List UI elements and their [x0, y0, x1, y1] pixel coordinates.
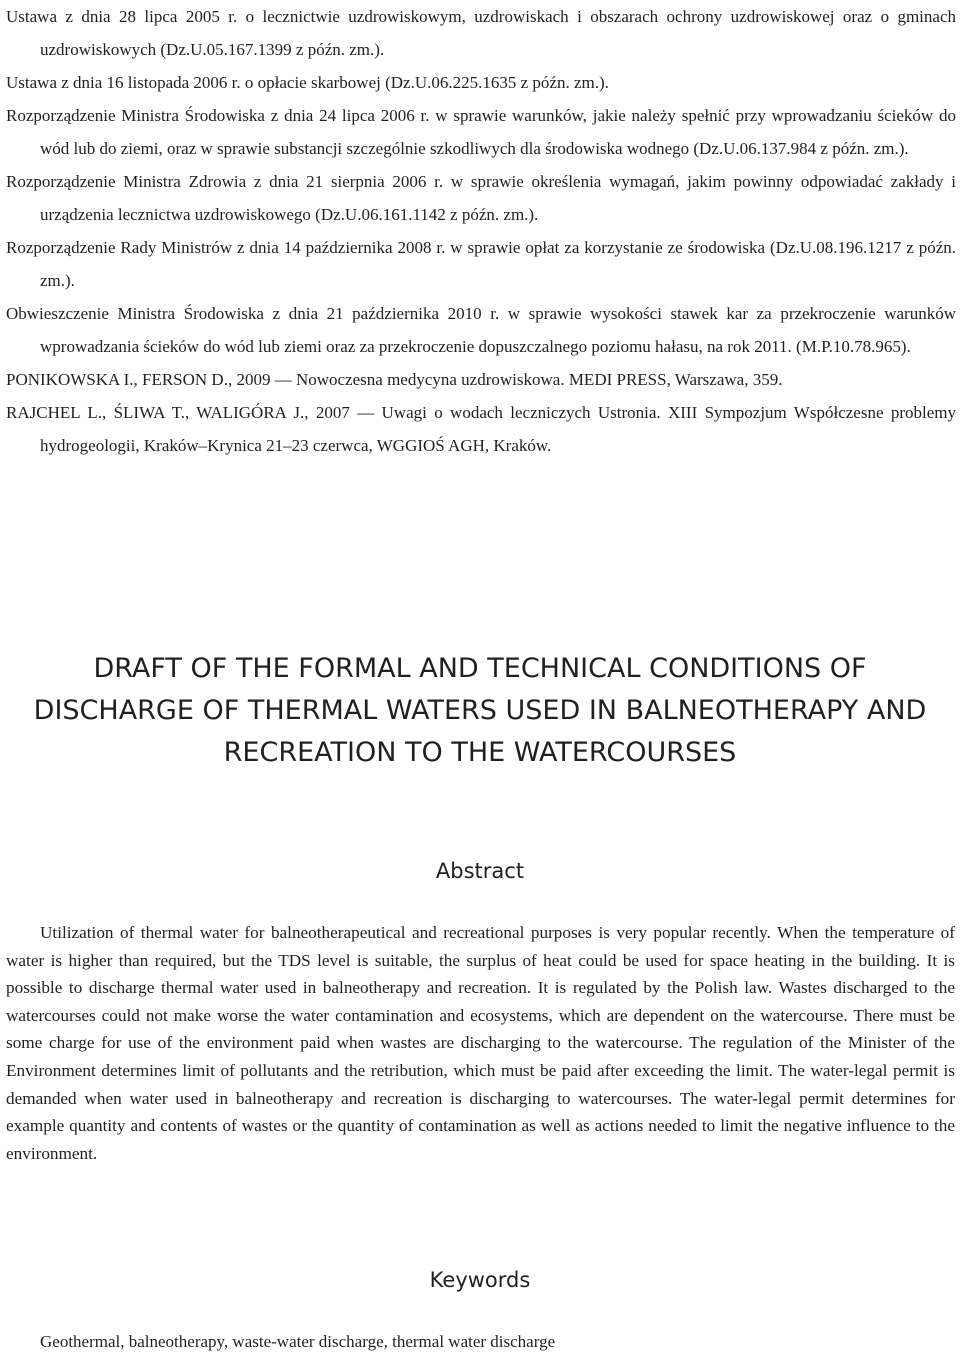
reference-item: Obwieszczenie Ministra Środowiska z dnia 21 października 2010 r. w sprawie wysokości stawek kar za przekroczenie warunków wprowadzania ścieków do wód lub ziemi oraz za przekroczenie dopuszczalnego poziomu hałasu, na rok 2011. (M.P.10.78.965).	[6, 304, 956, 356]
reference-item: Rozporządzenie Rady Ministrów z dnia 14 października 2008 r. w sprawie opłat za korzystanie ze środowiska (Dz.U.08.196.1217 z późn. zm.).	[6, 238, 956, 290]
reference-item: Ustawa z dnia 28 lipca 2005 r. o lecznictwie uzdrowiskowym, uzdrowiskach i obszarach ochrony uzdrowiskowej oraz o gminach uzdrowiskowych (Dz.U.05.167.1399 z późn. zm.).	[6, 7, 956, 59]
title-line: DRAFT OF THE FORMAL AND TECHNICAL CONDITIONS OF	[93, 653, 867, 684]
title-line: DISCHARGE OF THERMAL WATERS USED IN BALNEOTHERAPY AND	[33, 695, 927, 726]
keywords-heading: Keywords	[429, 1268, 531, 1292]
title-line: RECREATION TO THE WATERCOURSES	[223, 737, 737, 768]
keywords-text: Geothermal, balneotherapy, waste-water discharge, thermal water discharge	[40, 1332, 556, 1351]
paper-title	[0, 648, 960, 774]
abstract-text: Utilization of thermal water for balneotherapeutical and recreational purposes is very popular recently. When the temperature of water is higher than required, but the TDS level is suitable, the surplus of heat could be used for space heating in the building. It is possible to discharge thermal water used in balneotherapy and recreation. It is regulated by the Polish law. Wastes discharged to the watercourses could not make worse the water contamination and ecosystems, which are dependent on the watercourse. There must be some charge for use of the environment paid when wastes are discharging to the watercourse. The regulation of the Minister of the Environment determines limit of pollutants and the retribution, which must be paid after exceeding the limit. The water-legal permit is demanded when water used in balneotherapy and recreation is discharging to watercourses. The water-legal permit determines for example quantity and contents of wastes or the quantity of contamination as well as actions needed to limit the negative influence to the environment.	[6, 923, 955, 1163]
reference-item: RAJCHEL L., ŚLIWA T., WALIGÓRA J., 2007 — Uwagi o wodach leczniczych Ustronia. XIII Sympozjum Współczesne problemy hydrogeologii, Kraków–Krynica 21–23 czerwca, WGGIOŚ AGH, Kraków.	[6, 403, 956, 455]
abstract-heading: Abstract	[435, 859, 525, 883]
reference-item: Rozporządzenie Ministra Zdrowia z dnia 21 sierpnia 2006 r. w sprawie określenia wymagań, jakim powinny odpowiadać zakłady i urządzenia lecznictwa uzdrowiskowego (Dz.U.06.161.1142 z późn. zm.).	[6, 172, 956, 224]
reference-item: PONIKOWSKA I., FERSON D., 2009 — Nowoczesna medycyna uzdrowiskowa. MEDI PRESS, Warszawa, 359.	[6, 370, 783, 389]
reference-item: Ustawa z dnia 16 listopada 2006 r. o opłacie skarbowej (Dz.U.06.225.1635 z późn. zm.).	[6, 73, 609, 92]
reference-item: Rozporządzenie Ministra Środowiska z dnia 24 lipca 2006 r. w sprawie warunków, jakie należy spełnić przy wprowadzaniu ścieków do wód lub do ziemi, oraz w sprawie substancji szczególnie szkodliwych dla środowiska wodnego (Dz.U.06.137.984 z późn. zm.).	[6, 106, 956, 158]
reference-list	[6, 0, 956, 462]
